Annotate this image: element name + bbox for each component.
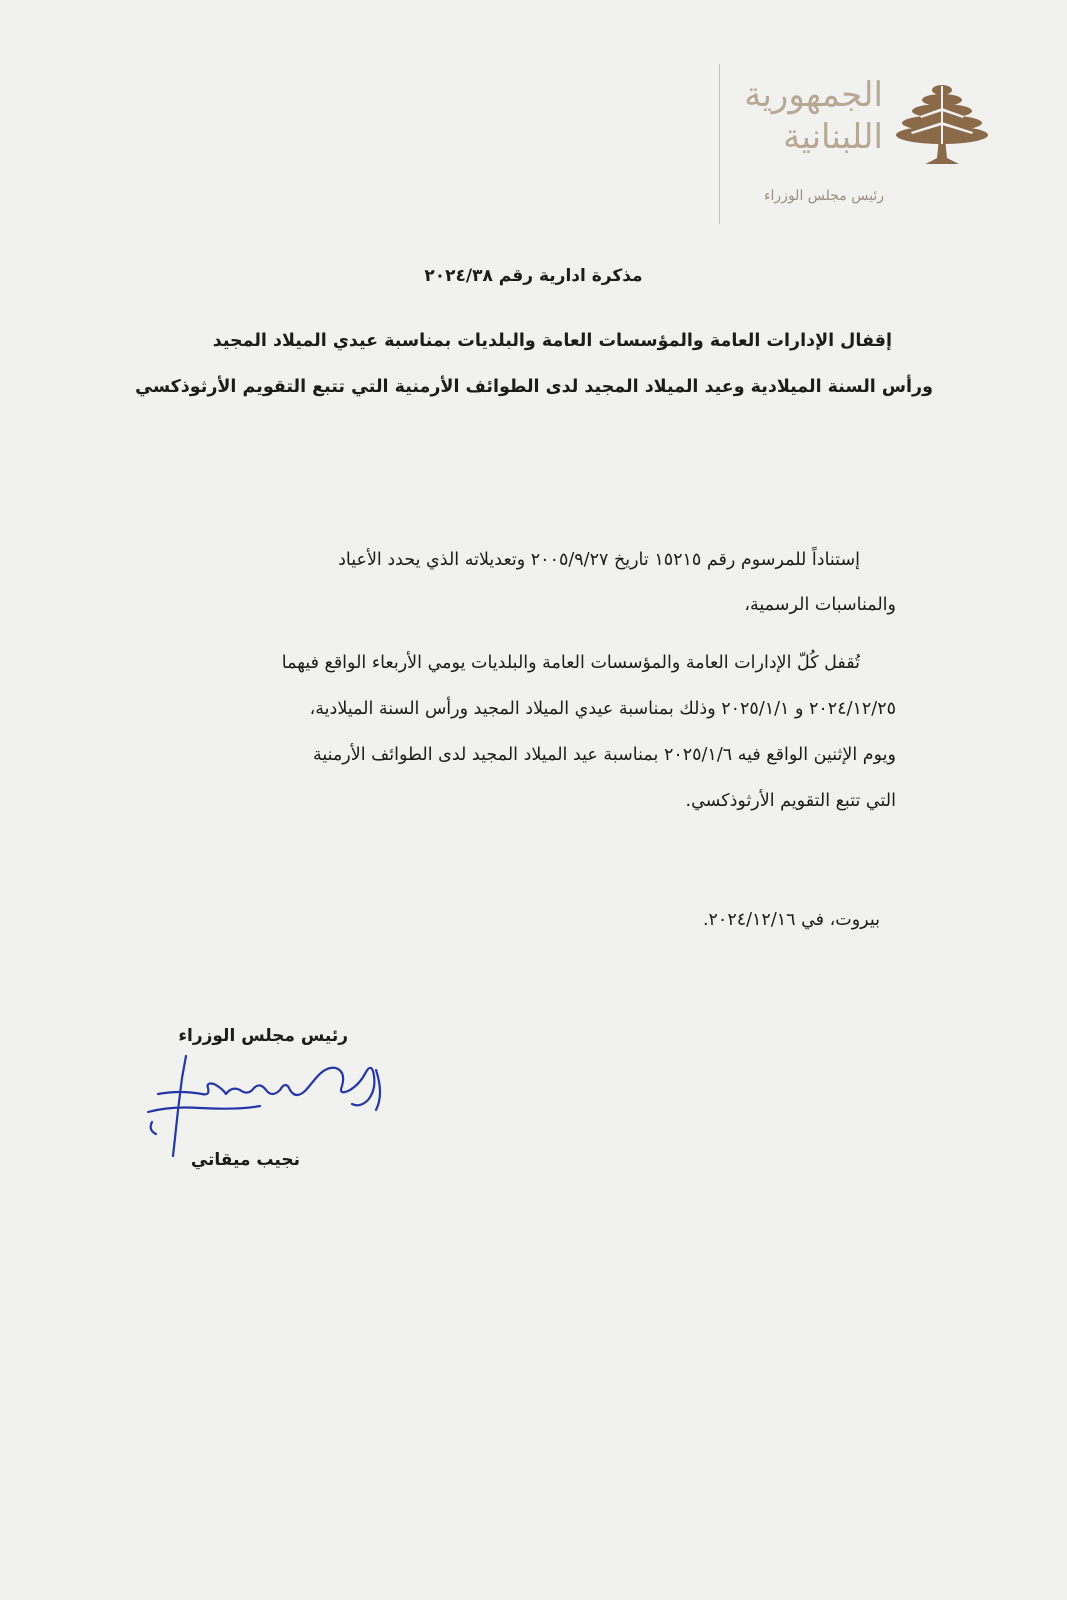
paragraph-decree [118, 538, 896, 628]
paragraph-line: إستناداً للمرسوم رقم ١٥٢١٥ تاريخ ٢٠٠٥/٩/٢٧ وتعديلاته الذي يحدد الأعياد [338, 550, 860, 570]
paragraph-line: ٢٠٢٤/١٢/٢٥ و ٢٠٢٥/١/١ وذلك بمناسبة عيدي الميلاد المجيد ورأس السنة الميلادية، [309, 699, 896, 719]
republic-name [733, 74, 883, 158]
paragraph-closure [118, 640, 896, 824]
paragraph-line: ويوم الإثنين الواقع فيه ٢٠٢٥/١/٦ بمناسبة عيد الميلاد المجيد لدى الطوائف الأرمنية [312, 745, 896, 765]
place-date: بيروت، في ٢٠٢٤/١٢/١٦. [702, 910, 880, 930]
republic-name-line1: الجمهورية [744, 75, 883, 115]
republic-name-line2: اللبنانية [783, 117, 883, 157]
cedar-emblem-icon [895, 78, 990, 168]
paragraph-line: والمناسبات الرسمية، [744, 595, 896, 615]
pm-office-label: رئيس مجلس الوزراء [763, 188, 884, 204]
subject-line-1: إقفال الإدارات العامة والمؤسسات العامة والبلديات بمناسبة عيدي الميلاد المجيد [212, 331, 892, 351]
paragraph-line: التي تتبع التقويم الأرثوذكسي. [685, 791, 896, 811]
signatory-title: رئيس مجلس الوزراء [178, 1026, 348, 1046]
memo-subject [110, 318, 933, 410]
signatory-name: نجيب ميقاتي [190, 1150, 300, 1170]
subject-line-2: ورأس السنة الميلادية وعيد الميلاد المجيد لدى الطوائف الأرمنية التي تتبع التقويم الأرثوذكسي [135, 377, 933, 397]
handwritten-signature [140, 1050, 400, 1160]
memo-title: مذكرة ادارية رقم ٢٠٢٤/٣٨ [424, 266, 643, 286]
paragraph-line: تُقفل كُلّ الإدارات العامة والمؤسسات العامة والبلديات يومي الأربعاء الواقع فيهما [281, 653, 860, 673]
